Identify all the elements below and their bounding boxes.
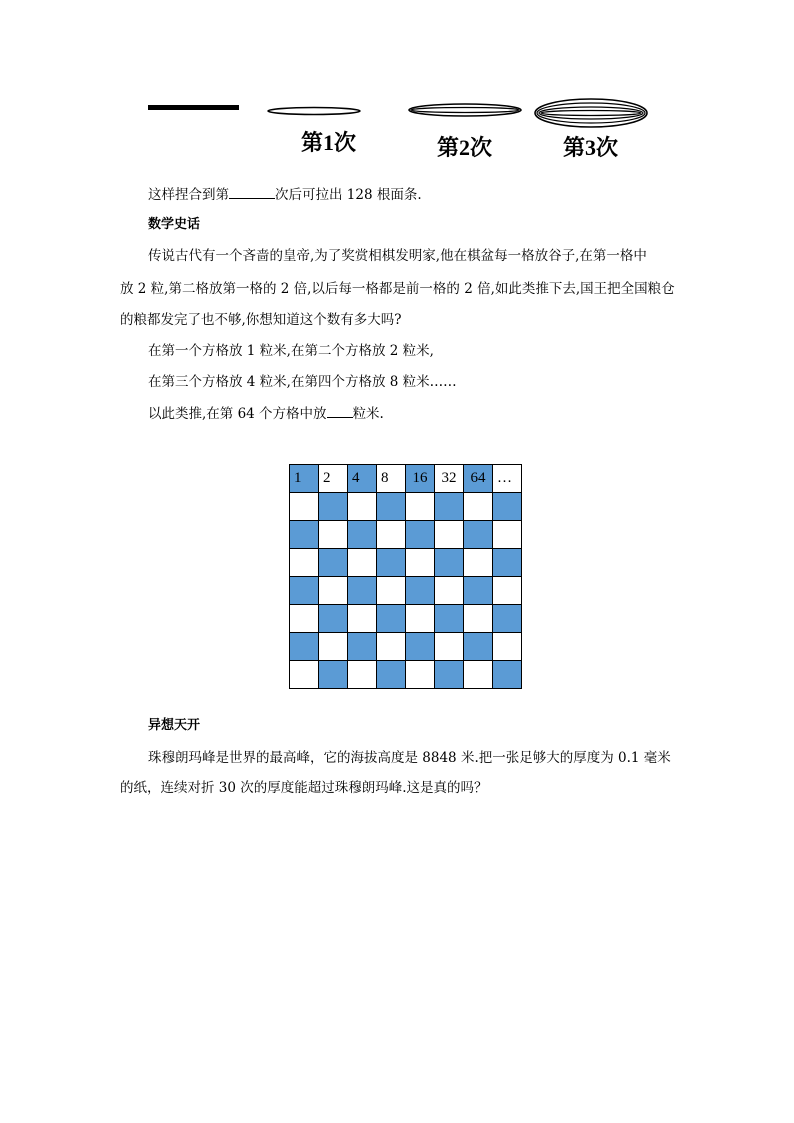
- board-cell: [348, 633, 377, 661]
- board-cell: [464, 549, 493, 577]
- board-cell: [435, 493, 464, 521]
- board-cell: [290, 521, 319, 549]
- board-cell: 4: [348, 465, 377, 493]
- fold-question-line: [148, 186, 788, 205]
- fold-answer-blank[interactable]: [229, 186, 275, 199]
- board-cell: [464, 493, 493, 521]
- noodle-fold-3: [535, 99, 647, 127]
- board-cell: 2: [319, 465, 348, 493]
- board-cell: [464, 605, 493, 633]
- everest-line-1: 珠穆朗玛峰是世界的最高峰，它的海拔高度是 8848 米.把一张足够大的厚度为 0.1 毫米: [148, 750, 671, 766]
- board-cell: [290, 661, 319, 689]
- noodle-fold-2: [409, 104, 521, 116]
- board-cell: [290, 549, 319, 577]
- board-cell: [435, 633, 464, 661]
- board-cell: [319, 577, 348, 605]
- rice-question-prefix: 以此类推,在第 64 个方格中放: [148, 406, 327, 422]
- board-cell: [464, 577, 493, 605]
- board-cell: [348, 605, 377, 633]
- board-row: [290, 633, 522, 661]
- board-row: [290, 465, 522, 493]
- board-cell: [377, 549, 406, 577]
- fold-label-1: 第1次: [301, 130, 357, 155]
- board-cell: [493, 605, 522, 633]
- board-row: [290, 549, 522, 577]
- board-cell: [348, 549, 377, 577]
- board-cell: [406, 521, 435, 549]
- board-cell: [348, 577, 377, 605]
- fold-label-3: 第3次: [563, 135, 619, 160]
- story-line-1: 传说古代有一个吝啬的皇帝,为了奖赏相棋发明家,他在棋盆每一格放谷子,在第一格中: [148, 248, 647, 264]
- board-cell: [435, 661, 464, 689]
- board-cell: [377, 661, 406, 689]
- board-cell: [493, 549, 522, 577]
- board-cell: [319, 605, 348, 633]
- board-cell: [493, 521, 522, 549]
- fold-question-prefix: 这样捏合到第: [148, 187, 229, 203]
- board-cell: [377, 493, 406, 521]
- board-row: [290, 521, 522, 549]
- board-cell: [377, 521, 406, 549]
- chessboard: [289, 464, 522, 689]
- board-cell: [319, 549, 348, 577]
- rice-question-line: [148, 405, 788, 424]
- section-heading-imagination: 异想天开: [148, 718, 201, 733]
- board-cell: [377, 605, 406, 633]
- board-cell: [464, 521, 493, 549]
- board-cell: 1: [290, 465, 319, 493]
- board-cell: [319, 633, 348, 661]
- everest-line-2: 的纸，连续对折 30 次的厚度能超过珠穆朗玛峰.这是真的吗？: [120, 780, 488, 796]
- board-cell: 32: [435, 465, 464, 493]
- noodle-fold-1: [268, 108, 360, 115]
- board-cell: 16: [406, 465, 435, 493]
- rice-answer-blank[interactable]: [327, 405, 353, 418]
- board-cell: [493, 633, 522, 661]
- rice-line-1: 在第一个方格放 1 粒米,在第二个方格放 2 粒米,: [148, 343, 434, 359]
- board-cell: [290, 633, 319, 661]
- board-row: [290, 661, 522, 689]
- fold-label-2: 第2次: [437, 135, 493, 160]
- board-cell: [290, 605, 319, 633]
- board-row: [290, 605, 522, 633]
- board-cell: [435, 577, 464, 605]
- board-cell: [319, 493, 348, 521]
- story-line-3: 的粮都发完了也不够,你想知道这个数有多大吗?: [120, 312, 402, 328]
- section-heading-history: 数学史话: [148, 217, 201, 232]
- noodle-initial: [148, 105, 239, 110]
- board-cell: [319, 521, 348, 549]
- noodle-folding-diagram: [0, 0, 794, 170]
- board-cell: [493, 493, 522, 521]
- board-cell: [319, 661, 348, 689]
- board-cell: [348, 521, 377, 549]
- fold-question-suffix: 次后可拉出 128 根面条.: [275, 187, 422, 203]
- rice-line-2: 在第三个方格放 4 粒米,在第四个方格放 8 粒米……: [148, 374, 457, 390]
- board-cell: [406, 577, 435, 605]
- board-cell: [377, 633, 406, 661]
- board-cell: 64: [464, 465, 493, 493]
- rice-question-suffix: 粒米.: [352, 406, 384, 422]
- board-cell: [406, 633, 435, 661]
- board-cell: [435, 521, 464, 549]
- board-cell: [290, 493, 319, 521]
- board-cell: …: [493, 465, 522, 493]
- noodle-folding-figure: [0, 0, 794, 170]
- board-row: [290, 577, 522, 605]
- board-cell: [348, 661, 377, 689]
- board-cell: [406, 605, 435, 633]
- board-cell: [406, 549, 435, 577]
- board-row: [290, 493, 522, 521]
- board-cell: [348, 493, 377, 521]
- story-line-2: 放 2 粒,第二格放第一格的 2 倍,以后每一格都是前一格的 2 倍,如此类推下去,国王把全国粮仓: [120, 281, 675, 297]
- board-cell: [377, 577, 406, 605]
- board-cell: [290, 577, 319, 605]
- board-cell: [464, 661, 493, 689]
- board-cell: [464, 633, 493, 661]
- board-cell: 8: [377, 465, 406, 493]
- board-cell: [493, 661, 522, 689]
- board-cell: [435, 549, 464, 577]
- board-cell: [435, 605, 464, 633]
- board-cell: [406, 661, 435, 689]
- board-cell: [406, 493, 435, 521]
- board-cell: [493, 577, 522, 605]
